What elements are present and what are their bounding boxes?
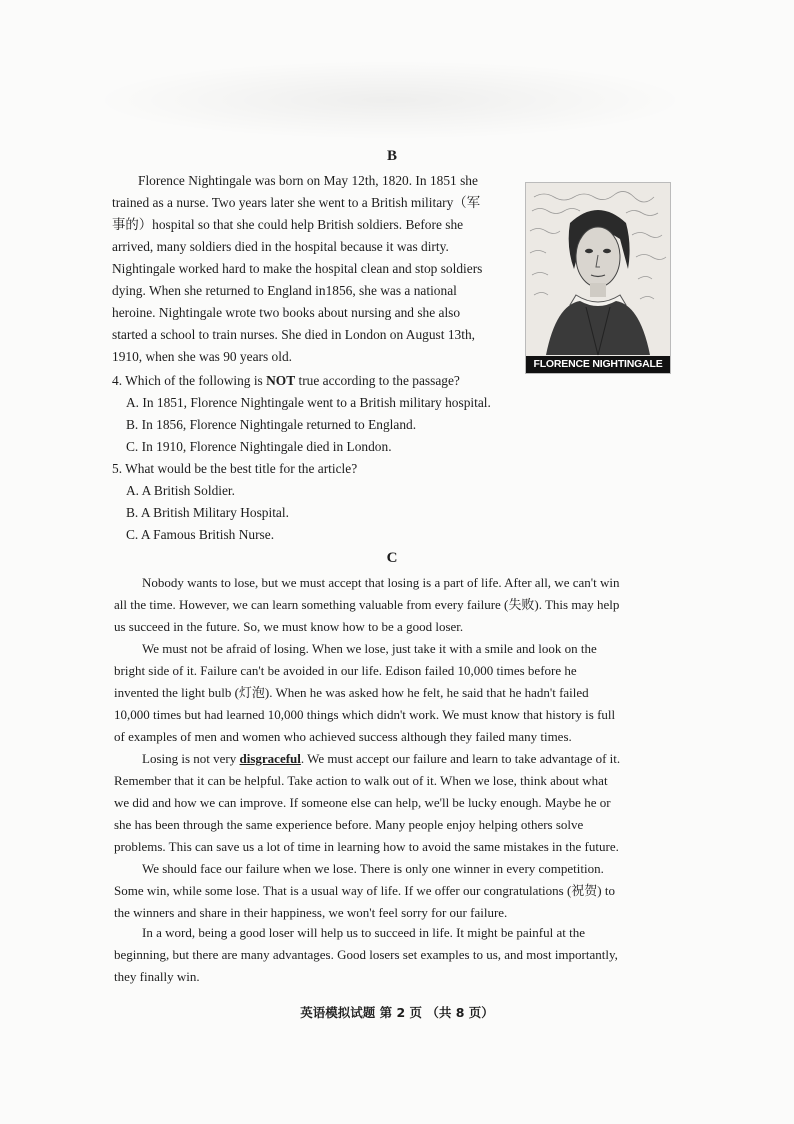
question-5-option-b: B. A British Military Hospital.	[126, 505, 289, 520]
question-5-option-a: A. A British Soldier.	[126, 483, 236, 498]
passage-line: started a school to train nurses. She died in London on August 13th,	[112, 327, 475, 342]
passage-line: Remember that it can be helpful. Take action to walk out of it. When we lose, think about what	[114, 773, 608, 788]
question-4-option-c: C. In 1910, Florence Nightingale died in London.	[126, 439, 392, 454]
passage-line: the winners and share in their happiness, we won't feel sorry for our failure.	[114, 905, 508, 920]
section-b-passage	[112, 170, 514, 368]
underlined-keyword: disgraceful	[239, 751, 301, 766]
passage-line: 事的）hospital so that she could help British soldiers. Before she	[112, 217, 464, 232]
bleed-through-shadow	[90, 60, 690, 140]
passage-line: Nobody wants to lose, but we must accept that losing is a part of life. After all, we can't win	[142, 575, 620, 590]
question-5-stem: 5. What would be the best title for the article?	[112, 461, 358, 476]
section-b-heading: B	[386, 148, 397, 164]
page-footer: 英语模拟试题 第 2 页 （共 8 页）	[300, 1005, 494, 1020]
question-4	[112, 370, 552, 458]
passage-line: Nightingale worked hard to make the hospital clean and stop soldiers	[112, 261, 483, 276]
passage-line: bright side of it. Failure can't be avoided in our life. Edison failed 10,000 times before he	[114, 663, 577, 678]
section-c-paragraph-5	[114, 922, 670, 988]
question-5	[112, 458, 552, 546]
passage-line: dying. When she returned to England in1856, she was a national	[112, 283, 457, 298]
passage-line: heroine. Nightingale wrote two books about nursing and she also	[112, 305, 461, 320]
passage-line: we did and how we can improve. If someone else can help, we'll be lucky enough. Maybe he or	[114, 795, 611, 810]
question-4-stem	[112, 370, 552, 392]
section-c-paragraph-1	[114, 572, 670, 638]
line-suffix: . We must accept our failure and learn to take advantage of it.	[300, 751, 621, 766]
passage-line: Some win, while some lose. That is a usual way of life. If we offer our congratulations (祝贺) to	[114, 883, 615, 898]
passage-line: of examples of men and women who achieved success although they failed many times.	[114, 729, 572, 744]
nightingale-portrait	[525, 182, 671, 374]
passage-line: arrived, many soldiers died in the hospital because it was dirty.	[112, 239, 449, 254]
portrait-caption: FLORENCE NIGHTINGALE	[526, 356, 670, 373]
passage-line: trained as a nurse. Two years later she went to a British military（军	[112, 195, 481, 210]
passage-line	[114, 748, 670, 770]
passage-line: all the time. However, we can learn something valuable from every failure (失败). This may help	[114, 597, 620, 612]
passage-line: invented the light bulb (灯泡). When he was asked how he felt, he said that he hadn't failed	[114, 685, 589, 700]
passage-line: We should face our failure when we lose. There is only one winner in every competition.	[142, 861, 604, 876]
question-4-option-b: B. In 1856, Florence Nightingale returned to England.	[126, 417, 417, 432]
section-c-paragraph-3	[114, 748, 670, 858]
passage-line: problems. This can save us a lot of time in learning how to avoid the same mistakes in the future.	[114, 839, 619, 854]
passage-line: 1910, when she was 90 years old.	[112, 349, 292, 364]
section-c-paragraph-4	[114, 858, 670, 924]
passage-line: us succeed in the future. So, we must know how to be a good loser.	[114, 619, 464, 634]
passage-line: 10,000 times but had learned 10,000 things which didn't work. We must know that history is full	[114, 707, 616, 722]
section-c-paragraph-2	[114, 638, 670, 748]
question-4-option-a: A. In 1851, Florence Nightingale went to a British military hospital.	[126, 395, 491, 410]
portrait-drawing	[526, 183, 670, 373]
stem-emphasis: NOT	[266, 373, 296, 388]
question-5-option-c: C. A Famous British Nurse.	[126, 527, 275, 542]
section-c-heading: C	[386, 550, 398, 566]
passage-line: Florence Nightingale was born on May 12th, 1820. In 1851 she	[138, 173, 478, 188]
line-prefix: Losing is not very	[142, 751, 240, 766]
passage-line: beginning, but there are many advantages. Good losers set examples to us, and most importantly,	[114, 947, 618, 962]
passage-line: In a word, being a good loser will help us to succeed in life. It might be painful at the	[142, 925, 585, 940]
stem-prefix: 4. Which of the following is	[112, 373, 267, 388]
passage-line: they finally win.	[114, 969, 200, 984]
passage-line: We must not be afraid of losing. When we lose, just take it with a smile and look on the	[142, 641, 597, 656]
passage-line: she has been through the same experience before. Many people enjoy helping others solve	[114, 817, 584, 832]
stem-suffix: true according to the passage?	[295, 373, 460, 388]
